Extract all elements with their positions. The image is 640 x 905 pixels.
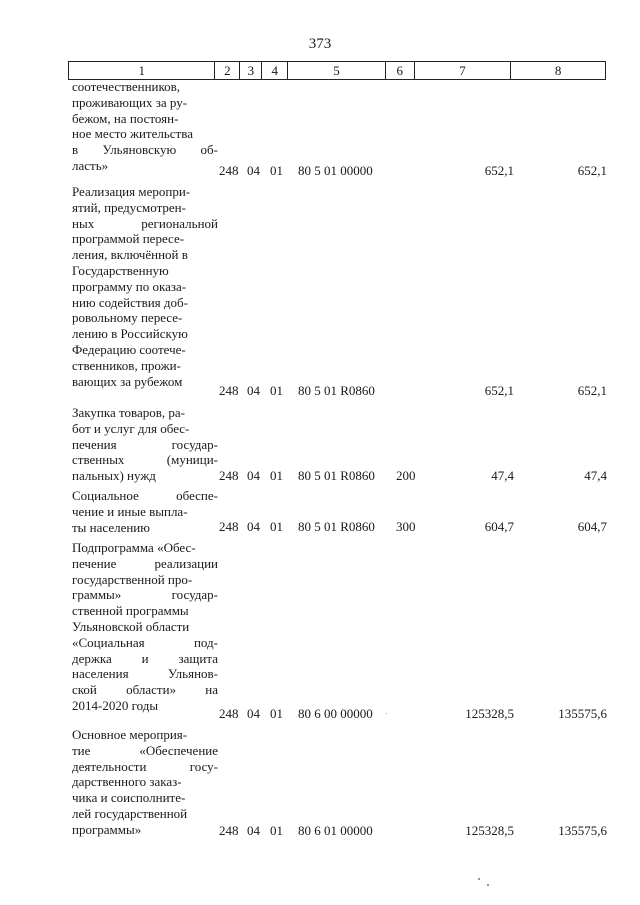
description-line: граммы» государ- <box>72 587 218 603</box>
row-0-col-2: 248 <box>219 163 239 178</box>
row-description <box>72 79 218 174</box>
row-0-col-4: 01 <box>270 163 283 178</box>
row-2-col-2: 248 <box>219 468 239 483</box>
row-0-col-5: 80 5 01 00000 <box>298 163 373 178</box>
description-line: программы» <box>72 821 142 837</box>
row-5-col-2: 248 <box>219 823 239 838</box>
row-5-col-3: 04 <box>247 823 260 838</box>
row-3-col-4: 01 <box>270 519 283 534</box>
description-line: лей государственной <box>72 805 188 821</box>
header-col-1: 1 <box>69 62 215 79</box>
row-3-col-5: 80 5 01 R0860 <box>298 519 375 534</box>
row-1-col-3: 04 <box>247 383 260 398</box>
description-line: ственников, прожи- <box>72 357 181 373</box>
row-1-col-7: 652,1 <box>484 383 514 398</box>
description-line: лению в Российскую <box>72 326 188 342</box>
page-number: 373 <box>308 36 332 52</box>
scan-speck <box>487 884 489 886</box>
row-2-col-4: 01 <box>270 468 283 483</box>
header-col-6: 6 <box>386 62 415 79</box>
description-line: ты населению <box>72 519 150 535</box>
description-line: деятельности госу- <box>72 758 218 774</box>
description-line: программой пересе- <box>72 231 185 247</box>
description-line: вающих за рубежом <box>72 373 183 389</box>
row-4-col-2: 248 <box>219 706 239 721</box>
row-4-col-7: 125328,5 <box>465 706 514 721</box>
description-line: Федерацию соотече- <box>72 341 186 357</box>
description-line: 2014-2020 годы <box>72 697 159 713</box>
description-line: бот и услуг для обес- <box>72 420 190 436</box>
table-header <box>68 61 606 80</box>
description-line: ственных (муници- <box>72 452 218 468</box>
row-5-col-5: 80 6 01 00000 <box>298 823 373 838</box>
description-line: дарственного заказ- <box>72 774 182 790</box>
description-line: ятий, предусмотрен- <box>72 199 186 215</box>
description-line: печение реализации <box>72 555 218 571</box>
header-col-8: 8 <box>554 63 562 78</box>
scan-speck <box>478 878 480 880</box>
row-4-col-5: 80 6 00 00000 <box>298 706 373 721</box>
description-line: печения государ- <box>72 436 218 452</box>
description-line: «Социальная под- <box>72 634 218 650</box>
row-2-col-3: 04 <box>247 468 260 483</box>
description-line: ровольному пересе- <box>72 310 183 326</box>
description-line: ных региональной <box>72 215 218 231</box>
row-3-col-8: 604,7 <box>577 519 607 534</box>
row-1-col-4: 01 <box>270 383 283 398</box>
description-line: населения Ульянов- <box>72 666 218 682</box>
row-2-col-8: 47,4 <box>584 468 607 483</box>
row-4-col-3: 04 <box>247 706 260 721</box>
description-line: соотечественников, <box>72 79 181 94</box>
description-line: ления, включённой в <box>72 247 188 263</box>
row-3-col-7: 604,7 <box>484 519 514 534</box>
row-3-col-2: 248 <box>219 519 239 534</box>
description-line: Реализация меропри- <box>72 184 191 199</box>
description-line: нию содействия доб- <box>72 294 188 310</box>
header-col-2: 2 <box>215 62 240 79</box>
row-description <box>72 488 218 535</box>
row-2-col-7: 47,4 <box>491 468 514 483</box>
header-col-5: 5 <box>288 62 386 79</box>
description-line: в Ульяновскую об- <box>72 142 218 158</box>
row-3-col-6: 300 <box>396 519 416 534</box>
row-3-col-3: 04 <box>247 519 260 534</box>
scan-speck <box>386 713 387 714</box>
description-line: Подпрограмма «Обес- <box>72 540 196 555</box>
row-5-col-8: 135575,6 <box>558 823 607 838</box>
row-2-col-6: 200 <box>396 468 416 483</box>
header-col-4: 4 <box>262 62 288 79</box>
row-5-col-7: 125328,5 <box>465 823 514 838</box>
description-line: Социальное обеспе- <box>72 488 218 503</box>
row-description <box>72 405 218 484</box>
description-line: пальных) нужд <box>72 468 156 484</box>
row-0-col-7: 652,1 <box>484 163 514 178</box>
description-line: чение и иные выпла- <box>72 503 188 519</box>
row-5-col-4: 01 <box>270 823 283 838</box>
description-line: тие «Обеспечение <box>72 742 218 758</box>
row-description <box>72 540 218 714</box>
row-0-col-8: 652,1 <box>577 163 607 178</box>
row-description <box>72 727 218 838</box>
row-4-col-8: 135575,6 <box>558 706 607 721</box>
description-line: бежом, на постоян- <box>72 110 179 126</box>
row-2-col-5: 80 5 01 R0860 <box>298 468 375 483</box>
description-line: проживающих за ру- <box>72 94 188 110</box>
description-line: чика и соисполните- <box>72 790 186 806</box>
row-description <box>72 184 218 389</box>
description-line: государственной про- <box>72 571 193 587</box>
description-line: держка и защита <box>72 650 218 666</box>
description-line: ное место жительства <box>72 126 193 142</box>
description-line: ственной программы <box>72 603 189 619</box>
description-line: программу по оказа- <box>72 278 187 294</box>
description-line: Основное мероприя- <box>72 727 188 742</box>
description-line: ской области» на <box>72 682 218 698</box>
header-col-7: 7 <box>415 62 512 79</box>
description-line: Ульяновской области <box>72 618 190 634</box>
header-col-3: 3 <box>240 62 262 79</box>
row-1-col-5: 80 5 01 R0860 <box>298 383 375 398</box>
row-4-col-4: 01 <box>270 706 283 721</box>
row-0-col-3: 04 <box>247 163 260 178</box>
row-1-col-2: 248 <box>219 383 239 398</box>
row-1-col-8: 652,1 <box>577 383 607 398</box>
description-line: ласть» <box>72 157 109 173</box>
description-line: Закупка товаров, ра- <box>72 405 185 420</box>
description-line: Государственную <box>72 262 169 278</box>
